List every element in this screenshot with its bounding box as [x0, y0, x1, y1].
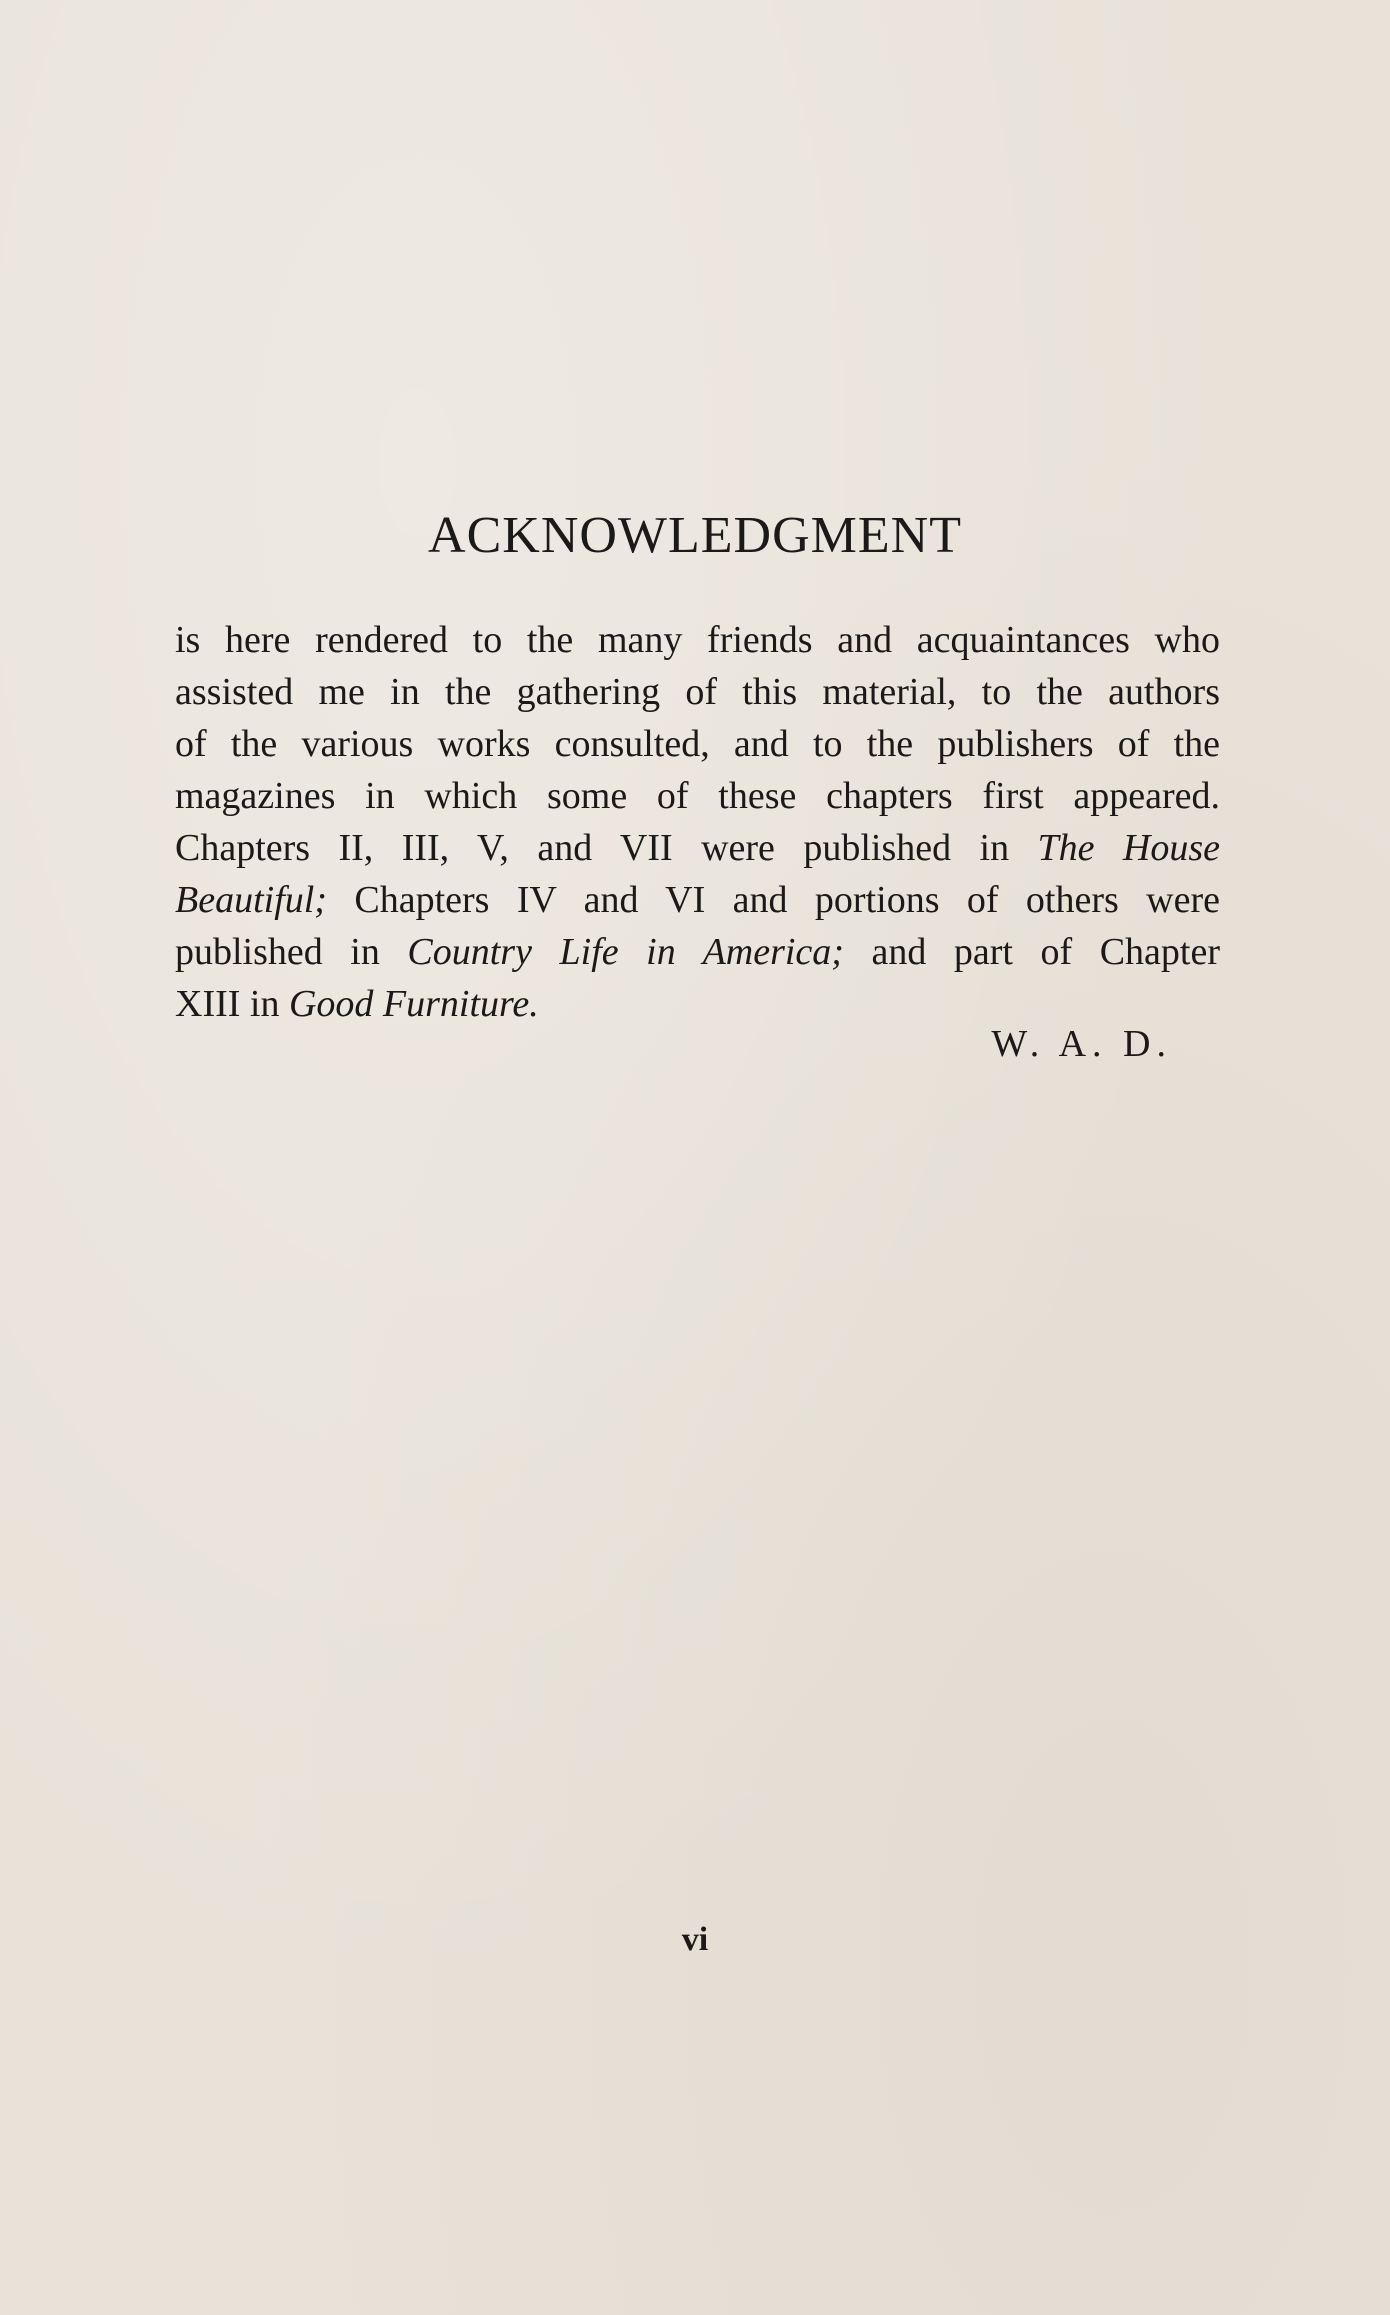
page-title: ACKNOWLEDGMENT: [428, 507, 962, 564]
italic-title: The House: [1037, 827, 1220, 869]
paragraph-line: [175, 874, 1220, 926]
text-run: published in: [175, 931, 408, 973]
text-run: Chapters IV and VI and portions of others were: [326, 879, 1220, 921]
text-run: is here rendered to the many friends and acquaintances who: [175, 619, 1220, 661]
paragraph-line: [175, 926, 1220, 978]
page-number: vi: [681, 1921, 709, 1958]
paragraph-line: [175, 614, 1220, 666]
acknowledgment-paragraph: [175, 614, 1220, 1030]
paragraph-line: [175, 718, 1220, 770]
text-run: XIII in: [175, 983, 289, 1025]
text-run: of the various works consulted, and to the publishers of the: [175, 723, 1220, 765]
text-run: magazines in which some of these chapters first appeared.: [175, 775, 1220, 817]
text-run: assisted me in the gathering of this material, to the authors: [175, 671, 1220, 713]
paragraph-line: [175, 770, 1220, 822]
italic-title: Country Life in America;: [407, 931, 844, 973]
italic-title: Beautiful;: [175, 879, 327, 921]
paragraph-line: [175, 822, 1220, 874]
text-run: and part of Chapter: [843, 931, 1220, 973]
italic-title: Good Furniture.: [288, 983, 539, 1025]
text-run: Chapters II, III, V, and VII were published in: [175, 827, 1038, 869]
paragraph-line: [175, 666, 1220, 718]
author-initials: W. A. D.: [991, 1023, 1172, 1065]
